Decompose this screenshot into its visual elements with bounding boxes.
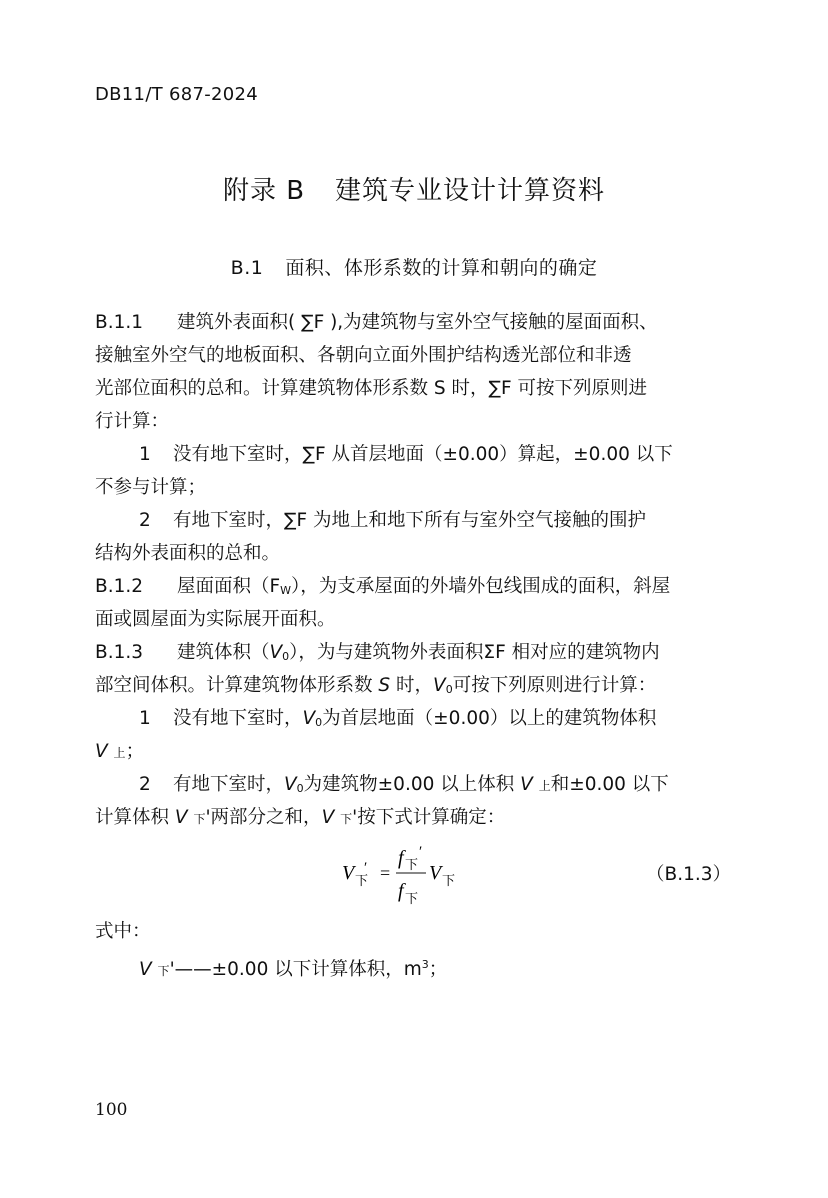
appendix-title: 建筑专业设计计算资料 <box>335 176 606 206</box>
appendix-label: 附录 B <box>222 176 306 206</box>
variable-v: V <box>284 774 297 795</box>
clause-text: ），为支承屋面的外墙外包线围成的面积，斜屋 <box>291 576 671 597</box>
clause-text: 建筑外表面积( ∑F ),为建筑物与室外空气接触的屋面面积、 <box>177 312 658 333</box>
section-number: B.1 <box>230 257 264 279</box>
clause-number: B.1.3 <box>95 642 143 663</box>
section-heading <box>0 253 828 280</box>
appendix-heading <box>0 170 828 207</box>
where-label: 式中： <box>95 921 151 942</box>
variable-v: V <box>520 774 533 795</box>
clause-text: 屋面面积（F <box>177 576 281 597</box>
clause-number: B.1.2 <box>95 576 143 597</box>
clause-text: 光部位面积的总和。计算建筑物体形系数 S 时，∑F 可按下列原则进 <box>95 378 647 399</box>
item-number: 2 <box>139 774 151 795</box>
item-text: 有地下室时， <box>173 774 285 795</box>
formula-num-prime: ′ <box>419 844 423 860</box>
section-title: 面积、体形系数的计算和朝向的确定 <box>285 257 598 279</box>
formula-lhs-prime: ′ <box>364 860 368 876</box>
clause-b113 <box>95 636 735 669</box>
subscript: 下 <box>340 812 353 826</box>
item-text: 没有地下室时， <box>173 708 303 729</box>
definition-text: '——±0.00 以下计算体积，m <box>169 959 422 981</box>
item-text: 按下式计算确定： <box>357 807 506 828</box>
item-text: 结构外表面积的总和。 <box>95 543 281 564</box>
variable-v: V <box>269 642 283 663</box>
variable-v: V <box>174 807 188 828</box>
clause-b112 <box>95 570 735 603</box>
formula-number: （B.1.3） <box>646 864 731 885</box>
subscript: 0 <box>282 650 290 663</box>
item-number: 1 <box>139 444 151 465</box>
where-block <box>95 915 735 981</box>
formula-equals: = <box>380 863 391 883</box>
clause-text: 可按下列原则进行计算： <box>452 675 657 696</box>
subscript: 下 <box>157 964 170 979</box>
subscript: 上 <box>113 746 126 760</box>
item-text: 两部分之和， <box>210 807 322 828</box>
definition-text: ； <box>428 959 448 981</box>
item-text: 没有地下室时，∑F 从首层地面（±0.00）算起，±0.00 以下 <box>173 444 673 465</box>
clause-b111 <box>95 306 735 834</box>
item-text: ； <box>125 741 145 762</box>
item-text: 不参与计算； <box>95 477 207 498</box>
subscript: 0 <box>445 683 453 696</box>
formula-rhs-sub: 下 <box>442 873 456 888</box>
prime-mark: ' <box>352 807 358 828</box>
formula-b13 <box>340 842 480 908</box>
formula-den-var: f <box>398 880 404 902</box>
variable-v: V <box>302 708 316 729</box>
item-text: 为建筑物±0.00 以上体积 <box>303 774 521 795</box>
clause-text: 面或圆屋面为实际展开面积。 <box>95 609 336 630</box>
variable-s: S <box>378 675 391 696</box>
item-text: 和±0.00 以下 <box>550 774 669 795</box>
list-item <box>95 438 735 471</box>
variable-v: V <box>95 741 108 762</box>
subscript: 上 <box>538 779 551 793</box>
page-number: 100 <box>95 1100 128 1120</box>
superscript: 3 <box>421 958 429 971</box>
clause-text: 建筑体积（ <box>177 642 270 663</box>
subscript: 下 <box>193 812 206 826</box>
list-item <box>95 504 735 537</box>
clause-text: ），为与建筑物外表面积ΣF 相对应的建筑物内 <box>289 642 660 663</box>
item-number: 2 <box>139 510 151 531</box>
formula-lhs-var: V <box>342 862 355 884</box>
formula-rhs-var: V <box>429 862 442 884</box>
clause-text: 行计算： <box>95 411 170 432</box>
document-code: DB11/T 687-2024 <box>95 84 259 105</box>
clause-text: 部空间体积。计算建筑物体形系数 <box>95 675 379 696</box>
formula-num-sub: 下 <box>405 857 419 872</box>
item-text: 为首层地面（±0.00）以上的建筑物体积 <box>322 708 657 729</box>
clause-text: 接触室外空气的地板面积、各朝向立面外围护结构透光部位和非透 <box>95 345 632 366</box>
item-text: 计算体积 <box>95 807 175 828</box>
clause-text: 时， <box>390 675 434 696</box>
subscript: 0 <box>296 782 304 795</box>
variable-v: V <box>139 959 152 981</box>
variable-v: V <box>321 807 335 828</box>
subscript: 0 <box>315 716 323 729</box>
variable-v: V <box>433 675 446 696</box>
prime-mark: ' <box>205 807 211 828</box>
formula-den-sub: 下 <box>405 891 419 906</box>
formula-num-var: f <box>398 847 404 869</box>
clause-number: B.1.1 <box>95 312 143 333</box>
list-item <box>95 768 735 801</box>
item-text: 有地下室时，∑F 为地上和地下所有与室外空气接触的围护 <box>173 510 646 531</box>
formula-lhs-sub: 下 <box>355 873 369 888</box>
subscript: W <box>280 584 292 597</box>
list-item <box>95 702 735 735</box>
item-number: 1 <box>139 708 151 729</box>
